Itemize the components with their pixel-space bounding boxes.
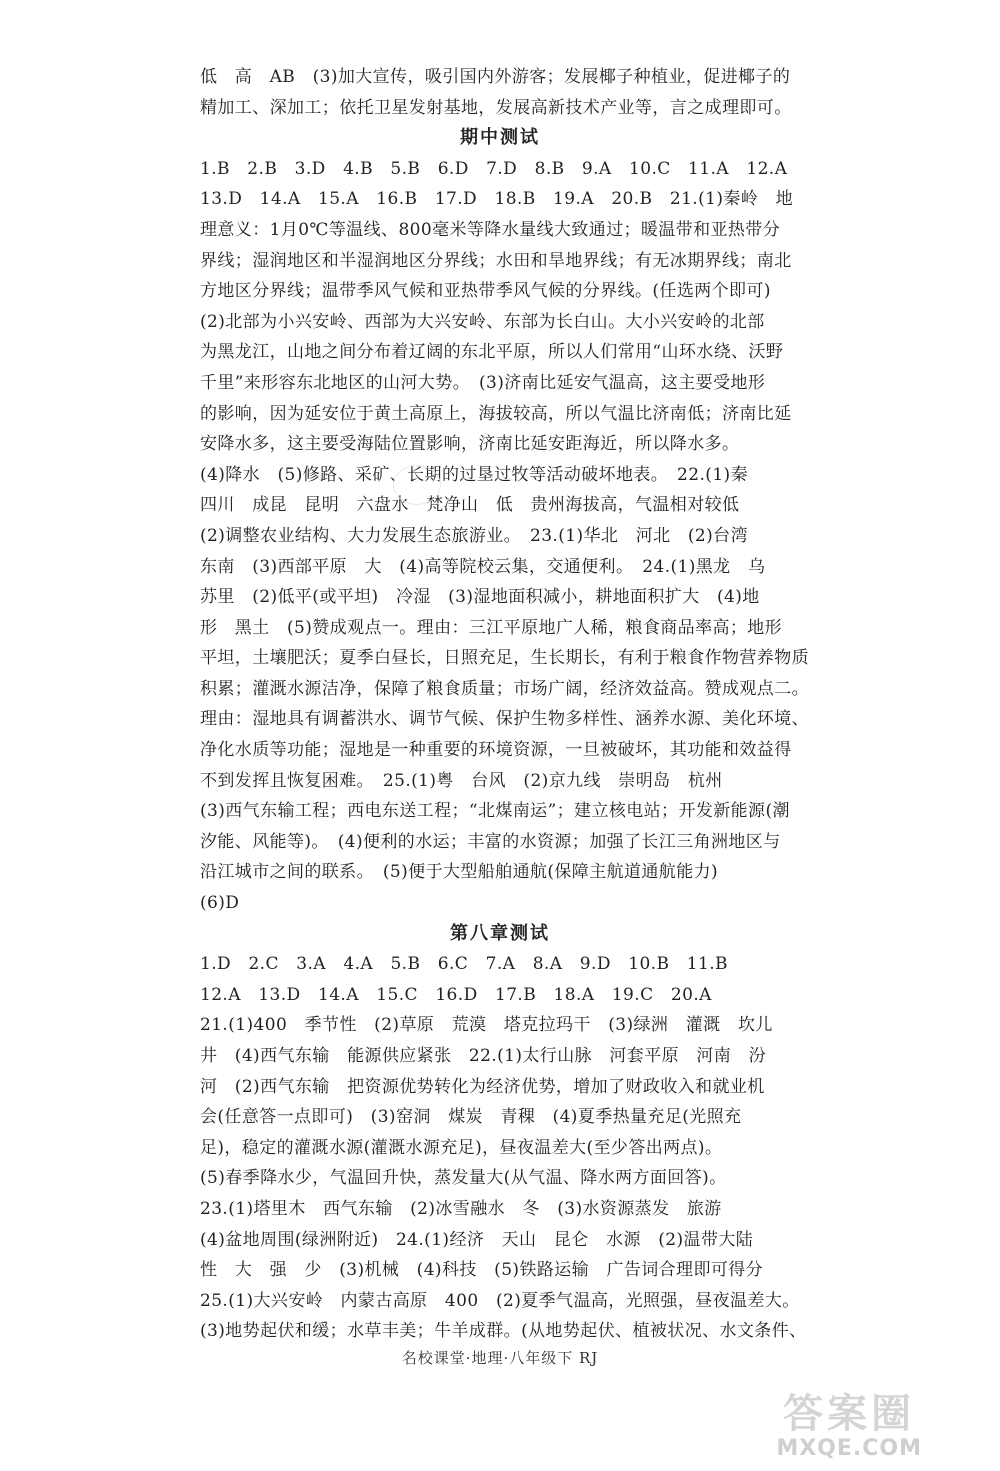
answer-line: 的影响，因为延安位于黄土高原上，海拔较高，所以气温比济南低；济南比延 xyxy=(200,403,792,424)
answer-line: 会(任意答一点即可) (3)窑洞 煤炭 青稞 (4)夏季热量充足(光照充 xyxy=(200,1107,742,1128)
watermark-url: MXQE.COM xyxy=(776,1436,922,1461)
answer-line: 方地区分界线；温带季风气候和亚热带季风气候的分界线。(任选两个即可) xyxy=(200,281,771,302)
answer-text xyxy=(200,62,809,1347)
answer-line: (6)D xyxy=(200,893,240,914)
answer-line: 低 高 AB (3)加大宣传，吸引国内外游客；发展椰子种植业，促进椰子的 xyxy=(200,67,791,87)
section-heading: 期中测试 xyxy=(460,127,540,149)
answer-line: (4)盆地周围(绿洲附近) 24.(1)经济 天山 昆仑 水源 (2)温带大陆 xyxy=(200,1229,754,1250)
answer-line: 形 黑土 (5)赞成观点一。理由：三江平原地广人稀，粮食商品率高；地形 xyxy=(200,617,783,638)
answer-line: 平坦，土壤肥沃；夏季白昼长，日照充足，生长期长，有利于粮食作物营养物质 xyxy=(200,648,809,669)
answer-line: 为黑龙江，山地之间分布着辽阔的东北平原，所以人们常用“山环水绕、沃野 xyxy=(200,342,784,363)
answer-line: 汐能、风能等)。 (4)便利的水运；丰富的水资源；加强了长江三角洲地区与 xyxy=(200,831,781,852)
answer-line: 理由：湿地具有调蓄洪水、调节气候、保护生物多样性、涵养水源、美化环境、 xyxy=(200,709,809,730)
answer-line: 12.A 13.D 14.A 15.C 16.D 17.B 18.A 19.C 20.A xyxy=(200,984,712,1005)
answer-line: 1.D 2.C 3.A 4.A 5.B 6.C 7.A 8.A 9.D 10.B 11.B xyxy=(200,954,728,975)
answer-line: 不到发挥且恢复困难。 25.(1)粤 台风 (2)京九线 崇明岛 杭州 xyxy=(200,770,723,791)
watermark-stamp xyxy=(393,465,441,505)
page-footer: 名校课堂·地理·八年级下 RJ xyxy=(401,1349,599,1367)
answer-line: 23.(1)塔里木 西气东输 (2)冰雪融水 冬 (3)水资源蒸发 旅游 xyxy=(200,1198,722,1219)
answer-line: 性 大 强 少 (3)机械 (4)科技 (5)铁路运输 广告词合理即可得分 xyxy=(200,1260,764,1281)
answer-line: 精加工、深加工；依托卫星发射基地，发展高新技术产业等，言之成理即可。 xyxy=(200,97,792,118)
answer-line: 安降水多，这主要受海陆位置影响，济南比延安距海近，所以降水多。 xyxy=(200,434,740,455)
answer-line: 积累；灌溉水源洁净，保障了粮食质量；市场广阔，经济效益高。赞成观点二。 xyxy=(200,678,809,699)
answer-line: (5)春季降水少，气温回升快，蒸发量大(从气温、降水两方面回答)。 xyxy=(200,1168,727,1189)
answer-line: 1.B 2.B 3.D 4.B 5.B 6.D 7.D 8.B 9.A 10.C 11.A 12.A xyxy=(200,158,788,179)
answer-line: 足)，稳定的灌溉水源(灌溉水源充足)，昼夜温差大(至少答出两点)。 xyxy=(200,1137,723,1158)
section-heading: 第八章测试 xyxy=(450,922,550,944)
answer-line: 界线；湿润地区和半湿润地区分界线；水田和旱地界线；有无冰期界线；南北 xyxy=(200,250,792,271)
answer-line: (4)降水 (5)修路、采矿、长期的过垦过牧等活动破坏地表。 22.(1)秦 xyxy=(200,464,748,485)
answer-line: 河 (2)西气东输 把资源优势转化为经济优势，增加了财政收入和就业机 xyxy=(200,1076,765,1097)
answer-line: 苏里 (2)低平(或平坦) 冷湿 (3)湿地面积减小，耕地面积扩大 (4)地 xyxy=(200,587,760,608)
answer-line: 净化水质等功能；湿地是一种重要的环境资源，一旦被破坏，其功能和效益得 xyxy=(200,740,792,761)
answer-line: 13.D 14.A 15.A 16.B 17.D 18.B 19.A 20.B 21.(1)秦岭 地 xyxy=(200,189,793,210)
watermark-logo: 答案圈 xyxy=(783,1391,916,1437)
answer-line: (3)西气东输工程；西电东送工程；“北煤南运”；建立核电站；开发新能源(潮 xyxy=(200,801,790,822)
answer-line: 东南 (3)西部平原 大 (4)高等院校云集，交通便利。 24.(1)黑龙 乌 xyxy=(200,556,766,577)
answer-line: 沿江城市之间的联系。 (5)便于大型船舶通航(保障主航道通航能力) xyxy=(200,862,719,883)
answer-line: 千里”来形容东北地区的山河大势。 (3)济南比延安气温高，这主要受地形 xyxy=(200,372,766,393)
answer-line: (2)北部为小兴安岭、西部为大兴安岭、东部为长白山。大小兴安岭的北部 xyxy=(200,311,765,332)
answer-line: 四川 成昆 昆明 六盘水 梵净山 低 贵州海拔高，气温相对较低 xyxy=(200,495,740,516)
answer-line: 21.(1)400 季节性 (2)草原 荒漠 塔克拉玛干 (3)绿洲 灌溉 坎儿 xyxy=(200,1015,773,1036)
answer-line: 井 (4)西气东输 能源供应紧张 22.(1)太行山脉 河套平原 河南 汾 xyxy=(200,1046,766,1066)
answer-line: 25.(1)大兴安岭 内蒙古高原 400 (2)夏季气温高，光照强，昼夜温差大。 xyxy=(200,1290,800,1311)
watermark xyxy=(776,1392,922,1461)
answer-line: (2)调整农业结构、大力发展生态旅游业。 23.(1)华北 河北 (2)台湾 xyxy=(200,525,748,546)
answer-line: (3)地势起伏和缓；水草丰美；牛羊成群。(从地势起伏、植被状况、水文条件、 xyxy=(200,1321,807,1342)
answer-line: 理意义：1月0℃等温线、800毫米等降水量线大致通过；暖温带和亚热带分 xyxy=(200,219,781,240)
